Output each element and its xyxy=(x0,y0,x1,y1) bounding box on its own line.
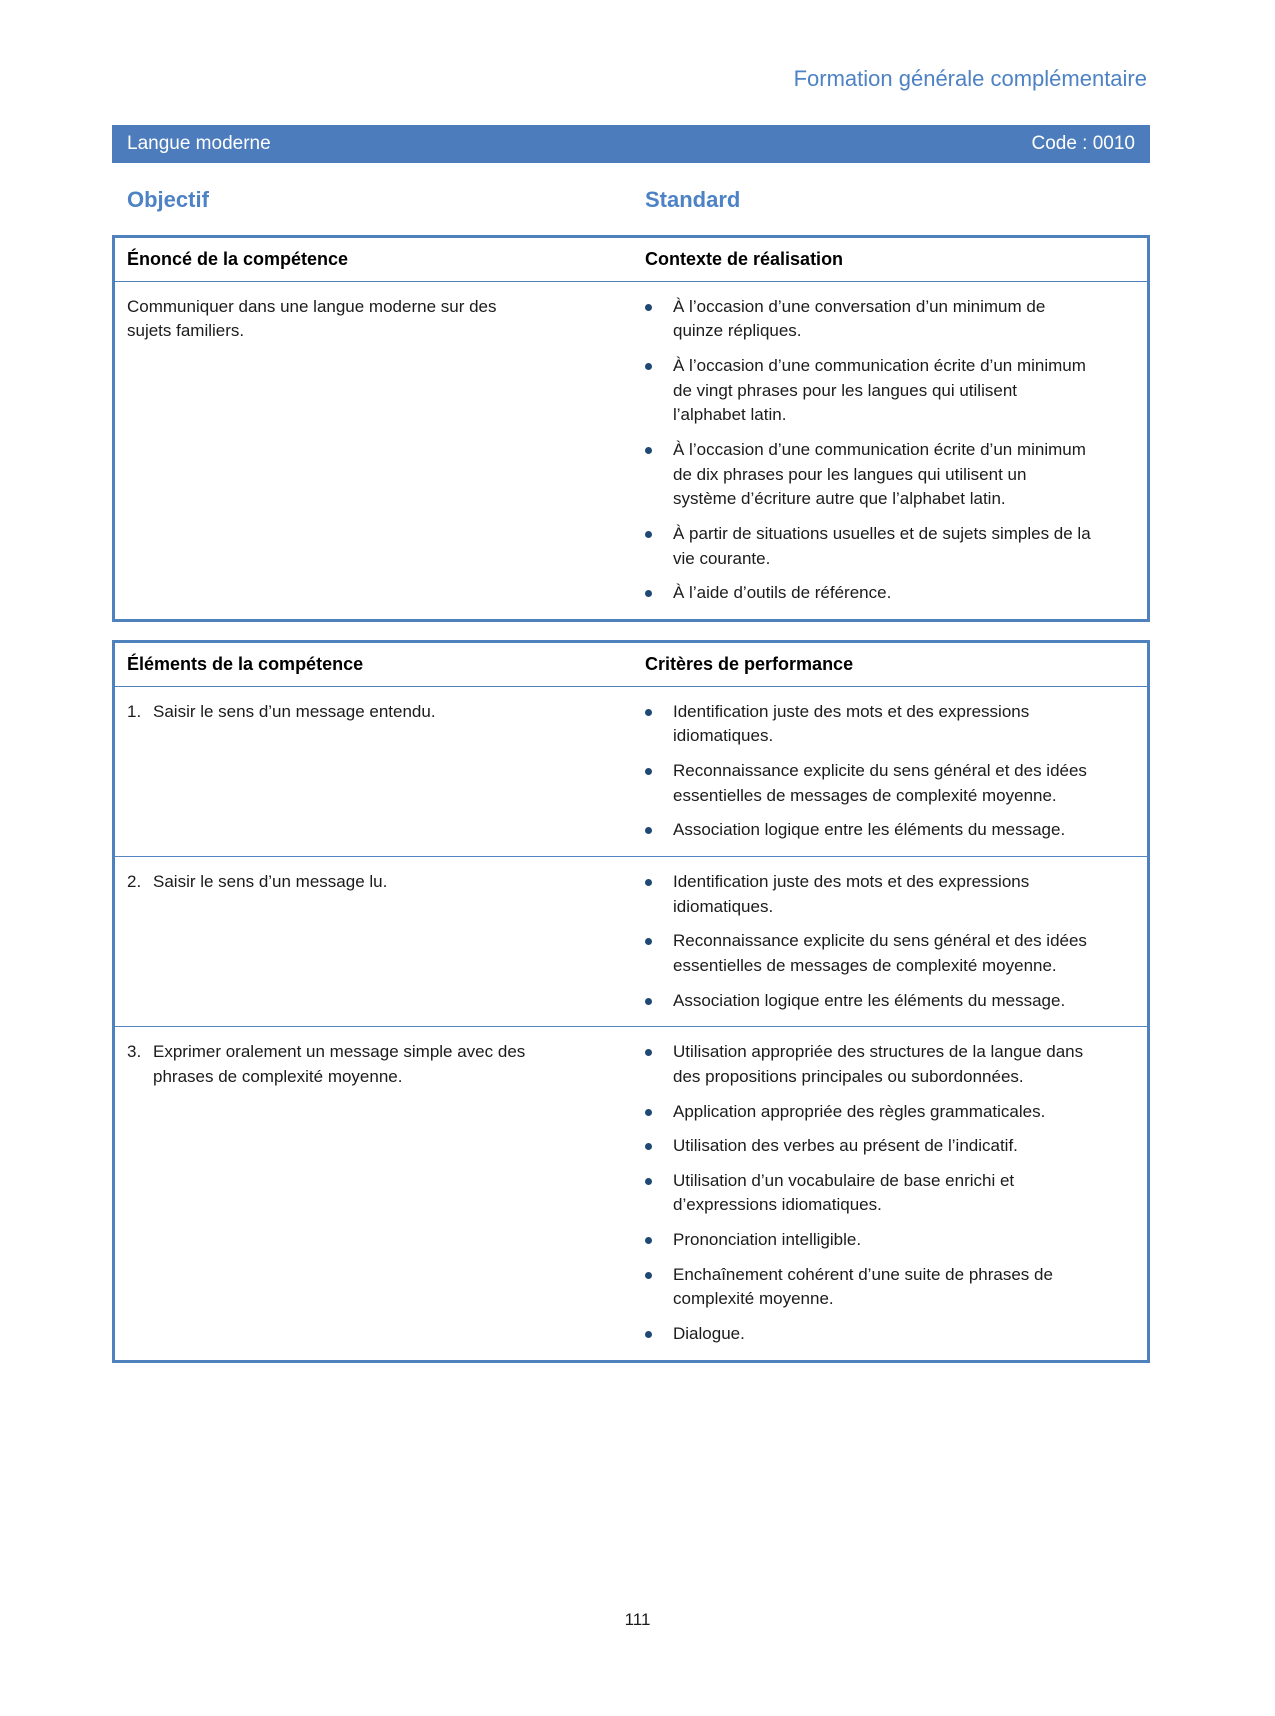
bullet-icon xyxy=(645,1237,652,1244)
column-header-left: Éléments de la compétence xyxy=(127,653,364,674)
item-number: 1. xyxy=(127,701,142,721)
bullet-item xyxy=(645,438,1093,512)
bullet-item xyxy=(645,1100,1093,1125)
section-headings xyxy=(112,187,1150,213)
bullet-text: À l’occasion d’une conversation d’un minimum de quinze répliques. xyxy=(673,296,1046,341)
bullet-text: Application appropriée des règles grammaticales. xyxy=(673,1101,1046,1121)
item-number: 2. xyxy=(127,872,142,892)
bullet-item xyxy=(645,929,1093,978)
bullet-text: À partir de situations usuelles et de sujets simples de la vie courante. xyxy=(673,523,1091,568)
bullet-icon xyxy=(645,768,652,775)
title-bar-subject: Langue moderne xyxy=(127,133,271,155)
item-text: Exprimer oralement un message simple avec des phrases de complexité moyenne. xyxy=(153,1042,526,1086)
right-cell xyxy=(645,857,1147,1026)
bullet-item xyxy=(645,700,1093,749)
table-header-row xyxy=(115,643,1147,687)
bullet-icon xyxy=(645,363,652,370)
document-header: Formation générale complémentaire xyxy=(793,66,1147,91)
bullet-text: Identification juste des mots et des expressions idiomatiques. xyxy=(673,701,1030,746)
bullet-icon xyxy=(645,1178,652,1185)
bullet-text: À l’aide d’outils de référence. xyxy=(673,583,892,603)
bullet-item xyxy=(645,581,1093,606)
numbered-item xyxy=(127,1040,527,1089)
right-cell xyxy=(645,687,1147,856)
bullet-icon xyxy=(645,879,652,886)
bullet-item xyxy=(645,989,1093,1014)
bullet-item xyxy=(645,1169,1093,1218)
bullet-text: Dialogue. xyxy=(673,1324,745,1343)
bullet-text: À l’occasion d’une communication écrite d’un minimum de dix phrases pour les langues qui utilisent un système d’écriture autre que l’alphabet latin. xyxy=(673,439,1086,509)
left-cell xyxy=(115,687,645,856)
heading-standard: Standard xyxy=(645,187,741,213)
bullet-item xyxy=(645,295,1093,344)
bullet-icon xyxy=(645,1331,652,1338)
bullet-item xyxy=(645,354,1093,428)
numbered-item xyxy=(127,700,527,725)
bullet-text: À l’occasion d’une communication écrite d’un minimum de vingt phrases pour les langues qui utilisent l’alphabet latin. xyxy=(673,356,1086,425)
bullet-icon xyxy=(645,531,652,538)
column-header-left: Énoncé de la compétence xyxy=(127,248,349,269)
bullet-icon xyxy=(645,304,652,311)
title-bar-code: Code : 0010 xyxy=(1031,133,1135,155)
bullet-icon xyxy=(645,998,652,1005)
bullet-icon xyxy=(645,1272,652,1279)
bullet-icon xyxy=(645,938,652,945)
bullet-icon xyxy=(645,447,652,454)
bullet-icon xyxy=(645,827,652,834)
bullet-text: Reconnaissance explicite du sens général et des idées essentielles de messages de complexité moyenne. xyxy=(673,931,1087,975)
bullet-item xyxy=(645,522,1093,571)
bullet-text: Prononciation intelligible. xyxy=(673,1230,862,1250)
bullet-item xyxy=(645,870,1093,919)
right-cell xyxy=(645,282,1147,619)
table-row xyxy=(115,856,1147,1026)
bullet-icon xyxy=(645,1049,652,1056)
left-cell xyxy=(115,282,645,619)
item-text: Saisir le sens d’un message lu. xyxy=(153,872,388,892)
item-number: 3. xyxy=(127,1042,142,1062)
table-elements-criteres xyxy=(112,640,1150,1363)
heading-objectif: Objectif xyxy=(127,187,209,213)
numbered-item xyxy=(127,870,527,895)
bullet-text: Reconnaissance explicite du sens général et des idées essentielles de messages de complexité moyenne. xyxy=(673,761,1087,805)
item-text: Saisir le sens d’un message entendu. xyxy=(153,701,436,721)
bullet-text: Utilisation des verbes au présent de l’indicatif. xyxy=(673,1136,1018,1156)
bullet-item xyxy=(645,818,1093,843)
table-row xyxy=(115,1026,1147,1359)
bullet-item xyxy=(645,759,1093,808)
bullet-item xyxy=(645,1228,1093,1253)
column-header-right: Critères de performance xyxy=(645,653,854,674)
bullet-icon xyxy=(645,590,652,597)
bullet-text: Enchaînement cohérent d’une suite de phrases de complexité moyenne. xyxy=(673,1264,1053,1309)
bullet-text: Association logique entre les éléments du message. xyxy=(673,990,1066,1010)
page-number: 111 xyxy=(624,1610,651,1629)
bullet-icon xyxy=(645,1143,652,1150)
right-cell xyxy=(645,1027,1147,1359)
bullet-text: Association logique entre les éléments du message. xyxy=(673,820,1066,840)
bullet-icon xyxy=(645,1109,652,1116)
bullet-text: Utilisation appropriée des structures de la langue dans des propositions principales ou subordonnées. xyxy=(673,1042,1084,1086)
bullet-item xyxy=(645,1040,1093,1089)
table-enonce-contexte xyxy=(112,235,1150,622)
table-row xyxy=(115,282,1147,619)
bullet-item xyxy=(645,1322,1093,1347)
bullet-text: Utilisation d’un vocabulaire de base enrichi et d’expressions idiomatiques. xyxy=(673,1170,1015,1215)
bullet-item xyxy=(645,1263,1093,1312)
left-cell xyxy=(115,857,645,1026)
bullet-text: Identification juste des mots et des expressions idiomatiques. xyxy=(673,872,1030,916)
title-bar xyxy=(112,125,1150,163)
left-cell xyxy=(115,1027,645,1359)
item-text: Communiquer dans une langue moderne sur des sujets familiers. xyxy=(127,296,497,341)
table-row xyxy=(115,687,1147,856)
bullet-item xyxy=(645,1134,1093,1159)
bullet-icon xyxy=(645,709,652,716)
table-header-row xyxy=(115,238,1147,282)
column-header-right: Contexte de réalisation xyxy=(645,248,844,269)
